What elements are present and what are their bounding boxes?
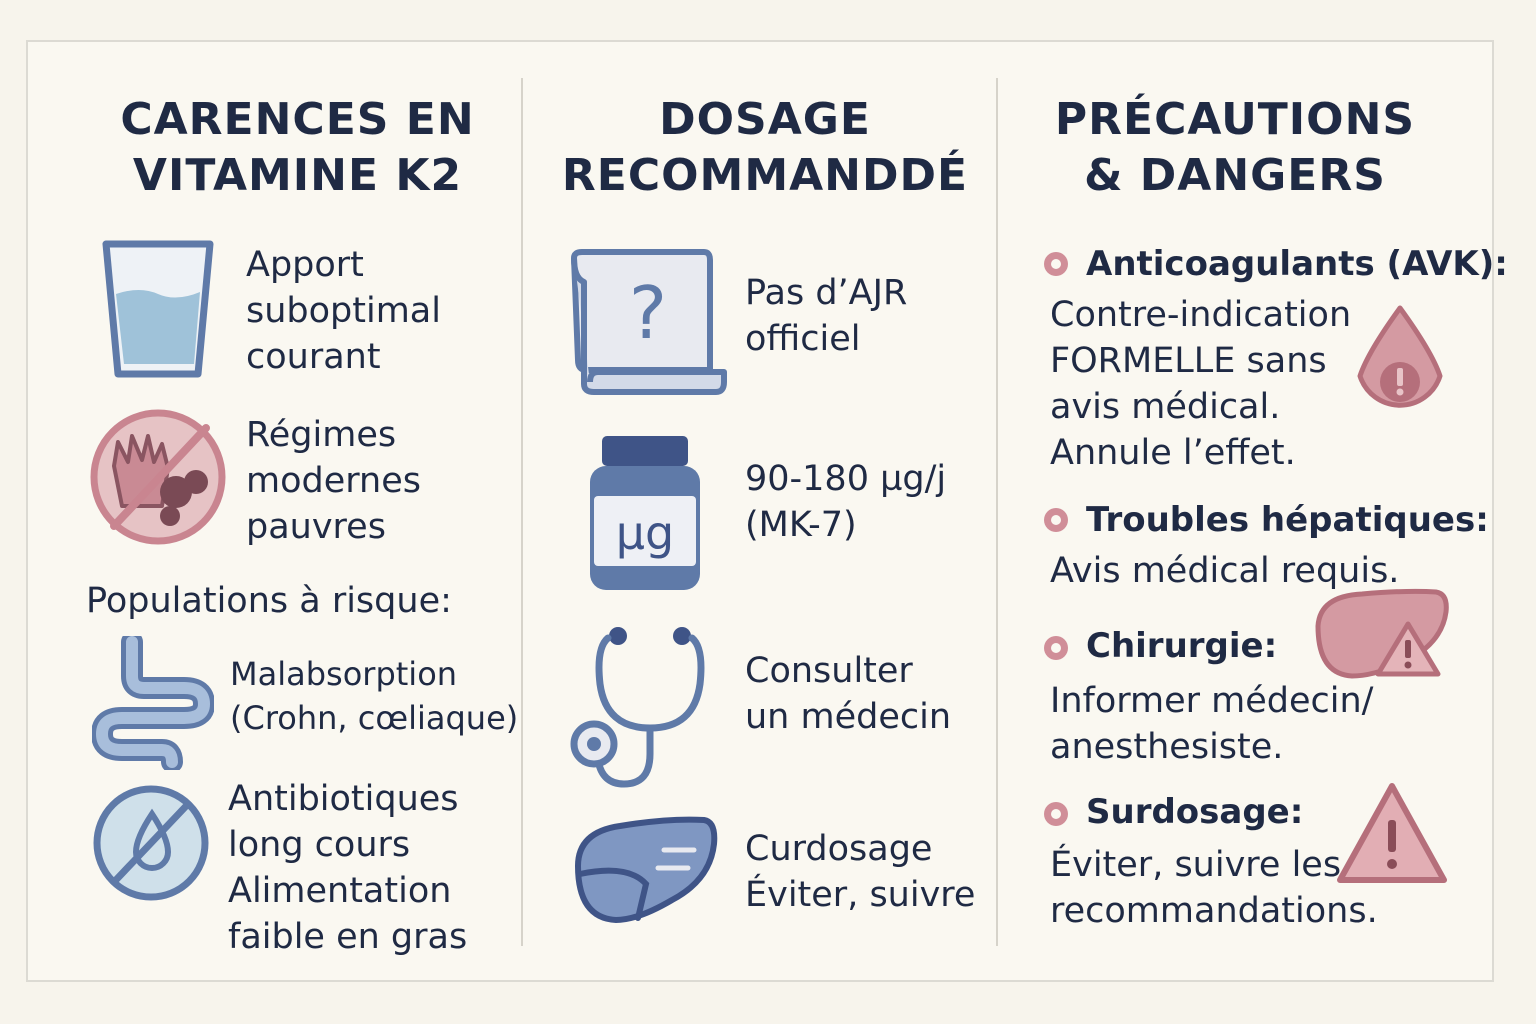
question-document-icon [568, 248, 728, 396]
deficiency-item [246, 242, 441, 380]
liver-icon [568, 814, 720, 926]
item-line: long cours [228, 825, 411, 865]
title-line: CARENCES EN [120, 94, 475, 145]
title-line: DOSAGE [659, 94, 871, 145]
item-line: courant [246, 337, 381, 377]
deficiency-item [246, 412, 421, 550]
precaution-heading: Surdosage: [1086, 792, 1304, 832]
item-line: FORMELLE sans [1050, 341, 1327, 381]
dosage-item [745, 456, 946, 548]
item-line: recommandations. [1050, 891, 1378, 931]
glass-icon [100, 238, 216, 382]
precaution-heading: Chirurgie: [1086, 626, 1278, 666]
title-line: & DANGERS [1084, 150, 1386, 201]
precaution-heading: Troubles hépatiques: [1086, 500, 1489, 540]
dosage-item [745, 826, 975, 918]
bullet-icon [1042, 800, 1070, 828]
column-title [535, 92, 995, 204]
title-line: RECOMMANDDÉ [561, 150, 969, 201]
title-line: PRÉCAUTIONS [1054, 94, 1416, 145]
item-line: faible en gras [228, 917, 468, 957]
no-drop-icon [92, 784, 210, 902]
warning-triangle-icon [1334, 780, 1450, 888]
bullet-icon [1042, 250, 1070, 278]
dosage-item [745, 270, 907, 362]
bullet-icon [1042, 506, 1070, 534]
precaution-heading: Anticoagulants (AVK): [1086, 244, 1508, 284]
item-line: Informer médecin/ [1050, 681, 1374, 721]
item-line: Curdosage [745, 829, 933, 869]
item-line: modernes [246, 461, 421, 501]
item-line: Apport [246, 245, 364, 285]
bullet-icon [1042, 634, 1070, 662]
item-line: officiel [745, 319, 861, 359]
populations-label: Populations à risque: [86, 581, 452, 621]
item-line: Alimentation [228, 871, 452, 911]
title-line: VITAMINE K2 [132, 150, 463, 201]
item-line: suboptimal [246, 291, 441, 331]
item-line: (MK-7) [745, 505, 857, 545]
blood-drop-warning-icon [1352, 302, 1448, 430]
item-line: Malabsorption [230, 655, 458, 693]
item-line: Régimes [246, 415, 397, 455]
precaution-text [1050, 678, 1373, 770]
jar-label: µg [615, 506, 675, 560]
liver-warning-icon [1312, 586, 1452, 682]
precaution-text [1050, 842, 1378, 934]
supplement-jar-icon [584, 432, 706, 594]
item-line: Avis médical requis. [1050, 551, 1400, 591]
column-divider [996, 78, 998, 946]
item-line: pauvres [246, 507, 386, 547]
stethoscope-icon [566, 624, 724, 792]
item-line: 90-180 µg/j [745, 459, 947, 499]
svg-text:?: ? [628, 271, 668, 355]
precaution-text [1050, 292, 1351, 476]
item-line: Consulter [745, 651, 913, 691]
no-junk-food-icon [88, 406, 228, 548]
item-line: Éviter, suivre les [1050, 845, 1342, 885]
item-line: anesthesiste. [1050, 727, 1284, 767]
intestine-icon [92, 636, 214, 770]
item-line: Éviter, suivre [745, 875, 976, 915]
item-line: Annule l’effet. [1050, 433, 1296, 473]
item-line: Pas d’AJR [745, 273, 908, 313]
item-line: Contre-indication [1050, 295, 1352, 335]
column-title [1000, 92, 1470, 204]
column-divider [521, 78, 523, 946]
dosage-item [745, 648, 951, 740]
item-line: (Crohn, cœliaque) [230, 699, 519, 737]
item-line: un médecin [745, 697, 952, 737]
risk-item [230, 652, 518, 740]
item-line: Antibiotiques [228, 779, 459, 819]
column-title [60, 92, 535, 204]
item-line: avis médical. [1050, 387, 1281, 427]
risk-item [228, 776, 467, 960]
